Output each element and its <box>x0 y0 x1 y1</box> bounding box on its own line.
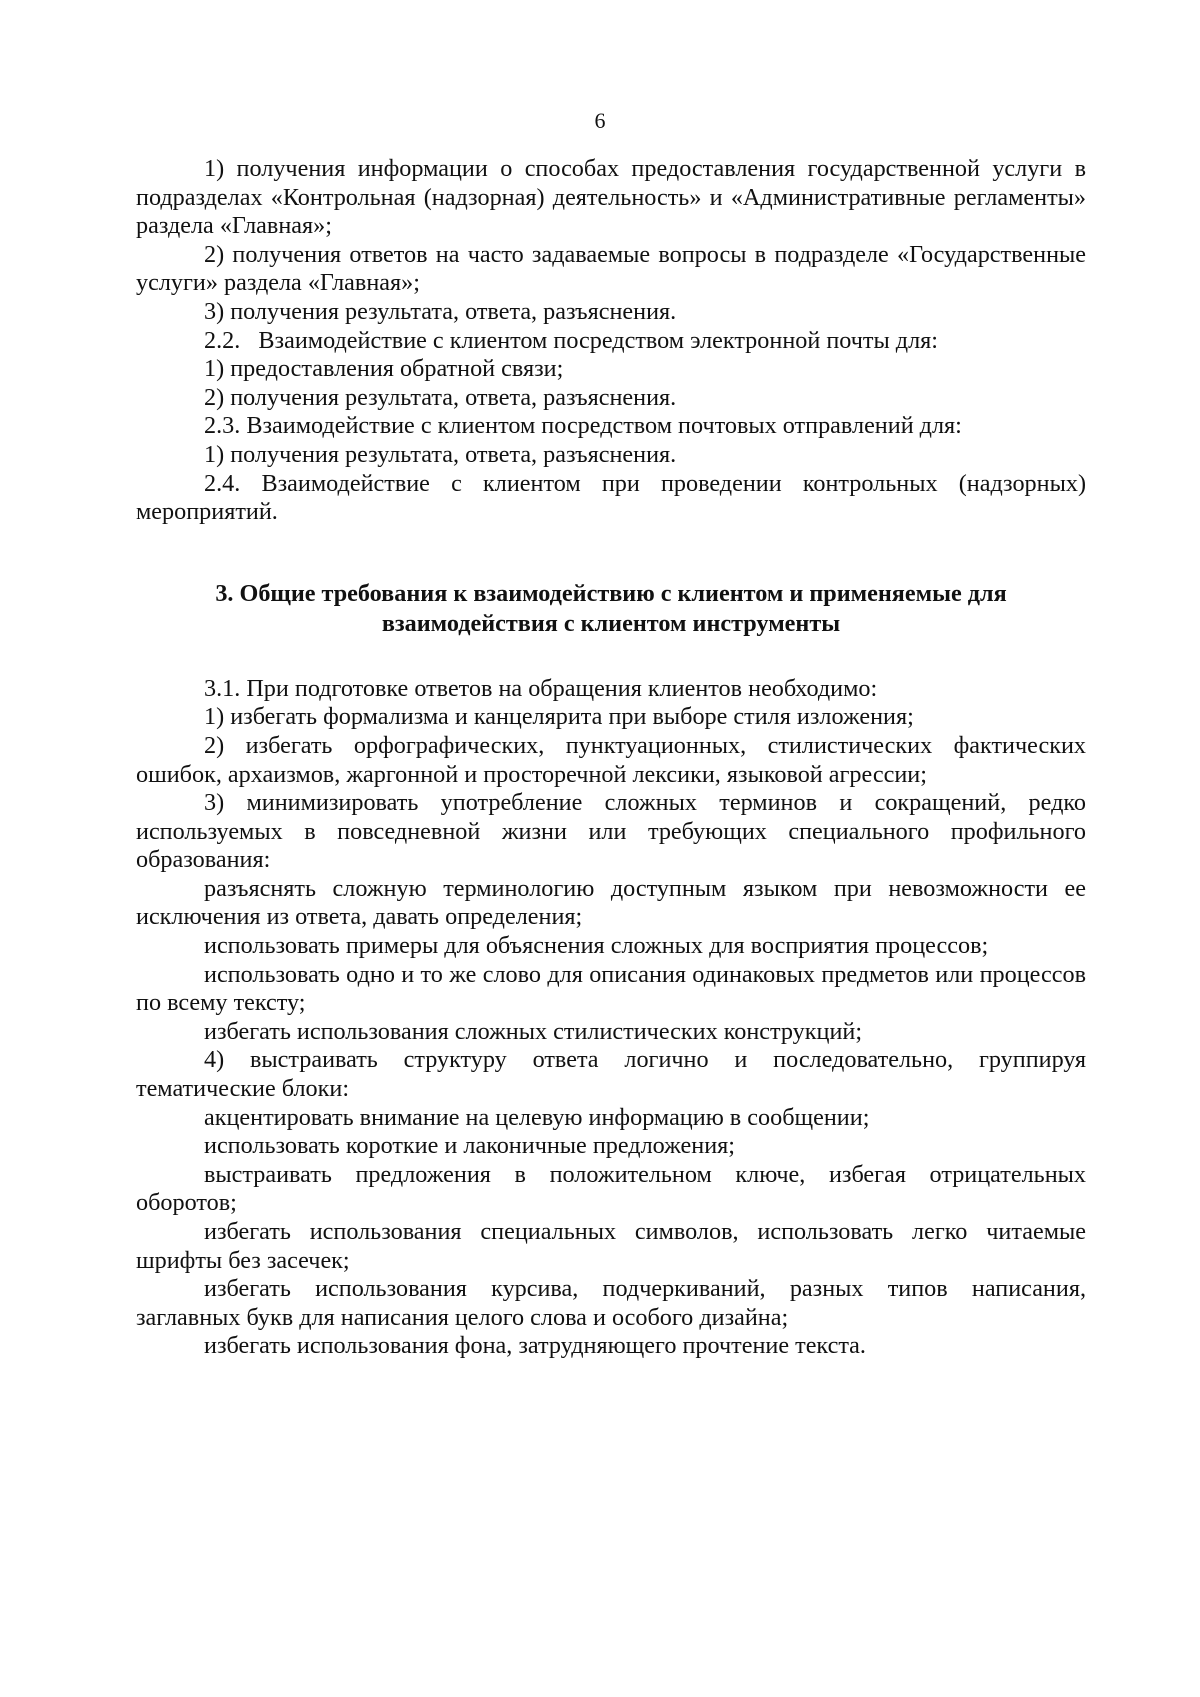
paragraph: избегать использования специальных символов, использовать легко читаемые шрифты без засечек; <box>136 1218 1086 1274</box>
paragraph: 4) выстраивать структуру ответа логично и последовательно, группируя тематические блоки: <box>136 1046 1086 1103</box>
paragraph: избегать использования курсива, подчеркиваний, разных типов написания, заглавных букв для написания целого слова и особого дизайна; <box>136 1275 1086 1331</box>
paragraph: 2) избегать орфографических, пунктуационных, стилистических фактических ошибок, архаизмов, жаргонной и просторечной лексики, языковой агрессии; <box>136 731 1086 788</box>
paragraph: 3) минимизировать употребление сложных терминов и сокращений, редко используемых в повседневной жизни или требующих специального профильного образования: <box>136 789 1086 874</box>
paragraph: использовать короткие и лаконичные предложения; <box>204 1132 736 1160</box>
paragraph: 2.4. Взаимодействие с клиентом при проведении контрольных (надзорных) мероприятий. <box>136 469 1086 526</box>
paragraph: 2) получения результата, ответа, разъяснения. <box>204 383 677 411</box>
paragraph: 1) получения информации о способах предоставления государственной услуги в подразделах «Контрольная (надзорная) деятельность» и «Административные регламенты» раздела «Главная»; <box>136 155 1086 240</box>
paragraph: 2.3. Взаимодействие с клиентом посредством почтовых отправлений для: <box>204 412 962 440</box>
section-heading-line: 3. Общие требования к взаимодействию с клиентом и применяемые для <box>215 579 1007 607</box>
section-heading-line: взаимодействия с клиентом инструменты <box>381 609 841 637</box>
page-number: 6 <box>594 108 606 133</box>
paragraph: 1) получения результата, ответа, разъяснения. <box>204 440 677 468</box>
paragraph: 3) получения результата, ответа, разъяснения. <box>204 297 677 325</box>
paragraph: использовать примеры для объяснения сложных для восприятия процессов; <box>204 932 989 960</box>
paragraph: использовать одно и то же слово для описания одинаковых предметов или процессов по всему тексту; <box>136 960 1086 1017</box>
document-body <box>136 155 1086 1361</box>
paragraph: 2.2. Взаимодействие с клиентом посредством электронной почты для: <box>204 326 939 354</box>
paragraph: 1) избегать формализма и канцелярита при выборе стиля изложения; <box>204 703 914 731</box>
paragraph: 3.1. При подготовке ответов на обращения клиентов необходимо: <box>204 674 878 702</box>
paragraph: акцентировать внимание на целевую информацию в сообщении; <box>204 1103 870 1131</box>
paragraph: 2) получения ответов на часто задаваемые вопросы в подразделе «Государственные услуги» раздела «Главная»; <box>136 240 1086 297</box>
paragraph: разъяснять сложную терминологию доступным языком при невозможности ее исключения из ответа, давать определения; <box>136 874 1086 931</box>
paragraph: избегать использования сложных стилистических конструкций; <box>204 1017 863 1045</box>
paragraph: выстраивать предложения в положительном ключе, избегая отрицательных оборотов; <box>136 1160 1086 1217</box>
section-heading <box>136 579 1086 639</box>
paragraph: 1) предоставления обратной связи; <box>204 355 564 383</box>
paragraph: избегать использования фона, затрудняющего прочтение текста. <box>204 1332 866 1360</box>
